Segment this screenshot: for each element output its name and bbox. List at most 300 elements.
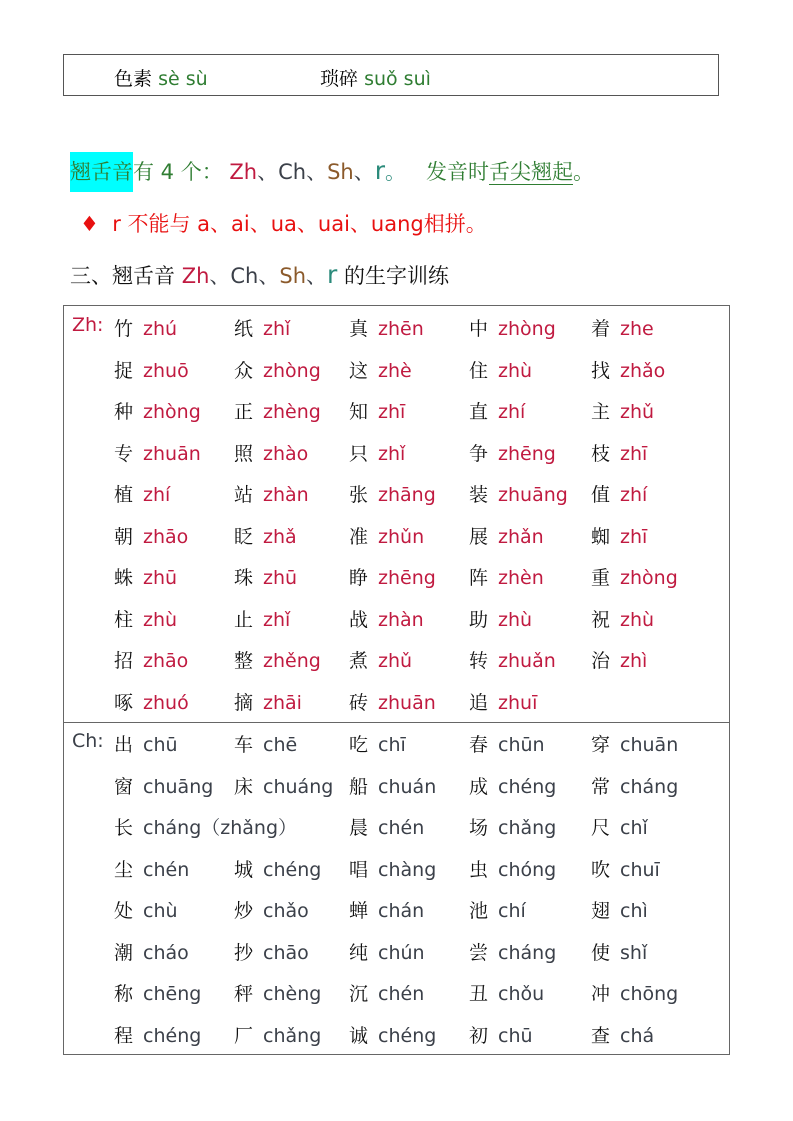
character-entry — [469, 855, 556, 882]
zh-section — [64, 306, 729, 723]
table-row — [64, 772, 729, 802]
hanzi: 正 — [234, 401, 254, 423]
pinyin: zhù — [143, 608, 178, 631]
character-entry — [234, 522, 297, 549]
character-entry — [469, 397, 525, 424]
hanzi: 阵 — [469, 567, 489, 589]
pinyin: chūn — [498, 734, 545, 756]
character-entry — [591, 522, 647, 549]
hanzi: 初 — [469, 1024, 489, 1047]
table-row — [64, 979, 729, 1009]
sep: 、 — [353, 160, 375, 184]
table-row — [64, 480, 729, 510]
pinyin: chén — [143, 858, 190, 881]
table-row — [64, 439, 729, 469]
heading-prefix: 三、翘舌音 — [70, 264, 182, 288]
hanzi: 重 — [591, 567, 611, 589]
highlighted-term: 翘舌音 — [70, 152, 133, 192]
character-entry — [234, 646, 321, 673]
hanzi: 转 — [469, 650, 489, 672]
table-row — [64, 646, 729, 676]
pinyin: zhī — [620, 525, 648, 548]
pinyin: chá — [620, 1024, 655, 1047]
character-entry — [469, 938, 556, 965]
character-entry — [469, 522, 544, 549]
hanzi: 站 — [234, 484, 254, 506]
pinyin: chuāng — [143, 775, 214, 798]
pinyin: chǒu — [498, 983, 545, 1005]
pinyin: chuī — [620, 858, 660, 881]
pinyin: chén — [378, 983, 425, 1005]
hanzi: 蝉 — [349, 900, 369, 922]
character-entry — [469, 356, 532, 383]
pinyin: chéng — [378, 1024, 437, 1047]
hanzi: 车 — [234, 734, 254, 756]
pinyin: zhàn — [263, 484, 309, 506]
character-entry — [591, 314, 654, 341]
diamond-bullet-icon: ♦ — [80, 212, 99, 236]
pinyin: zhǔn — [378, 525, 425, 548]
hanzi: 成 — [469, 775, 489, 798]
character-entry — [469, 480, 568, 507]
end: 。 — [385, 160, 407, 184]
pinyin: chéng — [263, 858, 322, 881]
hanzi: 船 — [349, 775, 369, 798]
hanzi: 柱 — [114, 608, 134, 631]
hanzi: 蜘 — [591, 525, 611, 548]
underlined-text: 舌尖翘起 — [489, 160, 574, 184]
character-entry — [469, 646, 556, 673]
hanzi: 诚 — [349, 1024, 369, 1047]
pinyin: shǐ — [620, 941, 648, 964]
character-entry — [114, 314, 177, 341]
hanzi: 助 — [469, 608, 489, 631]
character-entry — [234, 979, 321, 1006]
table-row — [64, 688, 729, 718]
character-entry — [234, 772, 333, 799]
hanzi: 找 — [591, 359, 611, 382]
hanzi: 煮 — [349, 650, 369, 672]
character-entry — [349, 979, 424, 1006]
character-entry — [349, 938, 425, 965]
period: 。 — [573, 160, 595, 184]
table-row — [64, 563, 729, 593]
hanzi: 珠 — [234, 567, 254, 589]
character-entry — [234, 563, 297, 590]
hanzi: 琐碎 — [320, 68, 359, 90]
heading-suffix: 的生字训练 — [337, 264, 449, 288]
character-entry — [114, 563, 177, 590]
pinyin: zhàn — [378, 608, 424, 631]
hanzi: 程 — [114, 1024, 134, 1047]
hanzi: 张 — [349, 484, 369, 506]
pinyin: cháng — [498, 941, 557, 964]
pinyin: zhòng — [498, 318, 556, 340]
character-entry — [234, 1021, 321, 1048]
character-entry — [114, 979, 201, 1006]
pinyin: chēng — [143, 983, 202, 1005]
hanzi: 尺 — [591, 817, 611, 839]
hanzi: 吃 — [349, 734, 369, 756]
ch: Ch — [278, 160, 307, 184]
character-entry — [114, 938, 189, 965]
pinyin: zhuō — [143, 359, 189, 382]
character-entry — [469, 772, 556, 799]
hanzi: 纯 — [349, 941, 369, 964]
character-entry — [591, 979, 678, 1006]
hanzi: 春 — [469, 734, 489, 756]
character-entry — [349, 772, 436, 799]
hanzi: 睁 — [349, 567, 369, 589]
pinyin: chén — [378, 817, 425, 839]
character-entry — [349, 688, 436, 715]
character-entry — [234, 730, 297, 757]
character-entry — [349, 813, 424, 840]
character-entry — [234, 314, 290, 341]
sh: Sh — [327, 160, 354, 184]
character-entry — [349, 1021, 436, 1048]
hanzi: 展 — [469, 525, 489, 548]
pinyin: zhǐ — [263, 608, 291, 631]
hanzi: 池 — [469, 900, 489, 922]
zh: Zh — [181, 264, 210, 288]
hanzi: 只 — [349, 442, 369, 465]
pinyin: zhuān — [378, 691, 436, 714]
character-entry — [114, 855, 189, 882]
pinyin: chǐ — [620, 817, 648, 839]
pinyin: chún — [378, 941, 425, 964]
hanzi: 吹 — [591, 858, 611, 881]
hanzi: 尘 — [114, 858, 134, 881]
pinyin: zhèn — [498, 567, 544, 589]
pinyin: chéng — [498, 775, 557, 798]
hanzi: 查 — [591, 1024, 611, 1047]
zh: Zh — [229, 160, 258, 184]
hanzi: 翅 — [591, 900, 611, 922]
character-entry — [349, 397, 405, 424]
pinyin: zhāo — [143, 650, 189, 672]
pinyin: zhèng — [263, 401, 321, 423]
pinyin: zhú — [143, 318, 178, 340]
table-row — [64, 314, 729, 344]
pinyin: zhòng — [620, 567, 678, 589]
hanzi: 眨 — [234, 525, 254, 548]
character-entry — [114, 772, 213, 799]
character-entry — [234, 605, 290, 632]
pinyin: zhī — [378, 401, 406, 423]
hanzi: 这 — [349, 359, 369, 382]
pinyin: zhe — [620, 318, 654, 340]
character-entry — [234, 480, 309, 507]
character-entry — [234, 938, 309, 965]
character-entry — [469, 813, 556, 840]
pinyin: zhuī — [498, 691, 538, 714]
pinyin: zhǎn — [498, 525, 544, 548]
intro-text: 有 4 个： — [133, 160, 223, 184]
character-entry — [349, 896, 424, 923]
hanzi: 冲 — [591, 983, 611, 1005]
pinyin: zhí — [143, 484, 171, 506]
table-row — [64, 938, 729, 968]
hanzi: 丑 — [469, 983, 489, 1005]
hanzi: 住 — [469, 359, 489, 382]
hanzi: 照 — [234, 442, 254, 465]
pinyin: chī — [378, 734, 406, 756]
sh: Sh — [279, 264, 307, 288]
character-entry — [349, 356, 412, 383]
character-entry — [349, 646, 412, 673]
hanzi: 窗 — [114, 775, 134, 798]
hanzi: 众 — [234, 359, 254, 382]
character-entry — [591, 730, 678, 757]
character-entry — [349, 314, 424, 341]
character-entry — [591, 646, 647, 673]
character-entry — [469, 730, 545, 757]
character-entry — [469, 979, 544, 1006]
pinyin: cháo — [143, 941, 189, 964]
pinyin: chóng — [498, 858, 557, 881]
character-entry — [114, 605, 177, 632]
pinyin: zhěng — [263, 650, 321, 672]
character-entry — [349, 605, 424, 632]
hanzi: 尝 — [469, 941, 489, 964]
hanzi: 潮 — [114, 941, 134, 964]
character-entry — [469, 314, 556, 341]
pinyin: chāo — [263, 941, 309, 964]
hanzi: 处 — [114, 900, 134, 922]
character-entry — [349, 855, 436, 882]
character-entry — [469, 605, 532, 632]
hanzi: 直 — [469, 401, 489, 423]
character-entry — [591, 439, 647, 466]
pinyin: chí — [498, 900, 526, 922]
pinyin: chū — [498, 1024, 533, 1047]
hanzi: 追 — [469, 691, 489, 714]
pinyin: chuān — [620, 734, 679, 756]
pinyin: zhè — [378, 359, 412, 382]
hanzi: 祝 — [591, 608, 611, 631]
character-entry — [114, 813, 297, 840]
character-entry — [349, 480, 436, 507]
character-entry — [114, 896, 178, 923]
hanzi: 招 — [114, 650, 134, 672]
hanzi: 准 — [349, 525, 369, 548]
hanzi: 主 — [591, 401, 611, 423]
hanzi: 虫 — [469, 858, 489, 881]
character-entry — [591, 563, 678, 590]
character-entry — [234, 439, 308, 466]
character-entry — [234, 397, 321, 424]
pinyin: zhǔ — [620, 401, 655, 423]
hanzi: 使 — [591, 941, 611, 964]
pinyin: chōng — [620, 983, 679, 1005]
pinyin: zhū — [143, 567, 178, 589]
character-entry — [591, 480, 647, 507]
pinyin: chē — [263, 734, 298, 756]
pinyin: zhù — [498, 359, 533, 382]
hanzi: 唱 — [349, 858, 369, 881]
table-row — [64, 896, 729, 926]
character-entry — [591, 896, 648, 923]
character-entry — [591, 938, 647, 965]
hanzi: 称 — [114, 983, 134, 1005]
hanzi: 装 — [469, 484, 489, 506]
section-label: Zh: — [72, 314, 104, 336]
pinyin: zhēng — [378, 567, 436, 589]
hanzi: 厂 — [234, 1024, 254, 1047]
pinyin: zhào — [263, 442, 309, 465]
character-entry — [591, 813, 648, 840]
character-entry — [349, 563, 436, 590]
character-entry — [114, 522, 188, 549]
hanzi: 枝 — [591, 442, 611, 465]
character-entry — [114, 1021, 201, 1048]
vocab-item — [320, 64, 431, 91]
hanzi: 值 — [591, 484, 611, 506]
pinyin: zhēng — [498, 442, 556, 465]
character-entry — [234, 356, 321, 383]
character-entry — [114, 397, 201, 424]
table-row — [64, 855, 729, 885]
hanzi: 蛛 — [114, 567, 134, 589]
hanzi: 砖 — [349, 691, 369, 714]
character-entry — [114, 480, 170, 507]
character-entry — [114, 688, 189, 715]
character-entry — [114, 730, 178, 757]
pinyin: chèng — [263, 983, 322, 1005]
pinyin: chuáng — [263, 775, 334, 798]
hanzi: 常 — [591, 775, 611, 798]
hanzi: 抄 — [234, 941, 254, 964]
hanzi: 战 — [349, 608, 369, 631]
character-entry — [469, 896, 526, 923]
hanzi: 场 — [469, 817, 489, 839]
character-entry — [591, 397, 654, 424]
pinyin: zhǐ — [378, 442, 406, 465]
hanzi: 色素 — [114, 68, 153, 90]
pinyin: cháng（zhǎng） — [143, 817, 298, 839]
hanzi: 晨 — [349, 817, 369, 839]
vocab-box — [63, 54, 719, 96]
pinyin: sè sù — [158, 68, 208, 90]
pinyin: zhāi — [263, 691, 302, 714]
ch: Ch — [230, 264, 259, 288]
table-row — [64, 397, 729, 427]
character-entry — [591, 1021, 654, 1048]
hanzi: 摘 — [234, 691, 254, 714]
table-row — [64, 813, 729, 843]
hanzi: 知 — [349, 401, 369, 423]
pinyin: zhù — [498, 608, 533, 631]
character-entry — [114, 439, 201, 466]
character-entry — [349, 730, 406, 757]
character-entry — [469, 439, 556, 466]
pinyin: zhòng — [143, 401, 201, 423]
hanzi: 专 — [114, 442, 134, 465]
hanzi: 整 — [234, 650, 254, 672]
sep: 、 — [306, 160, 328, 184]
character-entry — [469, 563, 544, 590]
hanzi: 着 — [591, 318, 611, 340]
character-entry — [234, 688, 302, 715]
pinyin: zhuāng — [498, 484, 568, 506]
pinyin: zhòng — [263, 359, 321, 382]
section-label: Ch: — [72, 730, 104, 752]
hanzi: 竹 — [114, 318, 134, 340]
pinyin: chǎng — [263, 1024, 322, 1047]
character-entry — [591, 356, 665, 383]
hanzi: 真 — [349, 318, 369, 340]
intro-text-2: 发音时 — [426, 160, 490, 184]
pinyin: zhǎ — [263, 525, 297, 548]
pinyin: chéng — [143, 1024, 202, 1047]
character-entry — [234, 855, 321, 882]
pinyin: zhǎo — [620, 359, 666, 382]
character-entry — [114, 356, 189, 383]
hanzi: 朝 — [114, 525, 134, 548]
hanzi: 植 — [114, 484, 134, 506]
table-row — [64, 356, 729, 386]
hanzi: 争 — [469, 442, 489, 465]
pinyin: zhāo — [143, 525, 189, 548]
hanzi: 治 — [591, 650, 611, 672]
practice-table — [63, 305, 730, 1055]
r: r — [374, 156, 386, 185]
pinyin: zhū — [263, 567, 298, 589]
table-row — [64, 522, 729, 552]
hanzi: 种 — [114, 401, 134, 423]
character-entry — [469, 1021, 533, 1048]
pinyin: chū — [143, 734, 178, 756]
hanzi: 纸 — [234, 318, 254, 340]
character-entry — [591, 855, 660, 882]
pinyin: chán — [378, 900, 425, 922]
character-entry — [591, 605, 654, 632]
pinyin: chù — [143, 900, 178, 922]
hanzi: 中 — [469, 318, 489, 340]
hanzi: 出 — [114, 734, 134, 756]
section-heading: 三、翘舌音 Zh、Ch、Sh、r 的生字训练 — [70, 260, 449, 289]
character-entry — [114, 646, 188, 673]
hanzi: 止 — [234, 608, 254, 631]
pinyin: zhù — [620, 608, 655, 631]
character-entry — [349, 522, 424, 549]
rule-text: r 不能与 a、ai、ua、uai、uang相拼。 — [112, 212, 487, 236]
pinyin: zhǐ — [263, 318, 291, 340]
pinyin: zhī — [620, 442, 648, 465]
hanzi: 城 — [234, 858, 254, 881]
hanzi: 啄 — [114, 691, 134, 714]
character-entry — [591, 772, 678, 799]
pinyin: cháng — [620, 775, 679, 798]
character-entry — [349, 439, 405, 466]
pinyin: suǒ suì — [364, 68, 431, 90]
character-entry — [234, 896, 309, 923]
pinyin: zhǔ — [378, 650, 413, 672]
pinyin: zhuó — [143, 691, 189, 714]
pinyin: chǎo — [263, 900, 309, 922]
pinyin: chǎng — [498, 817, 557, 839]
vocab-item — [114, 64, 208, 91]
hanzi: 秤 — [234, 983, 254, 1005]
hanzi: 沉 — [349, 983, 369, 1005]
pinyin: zhāng — [378, 484, 436, 506]
hanzi: 床 — [234, 775, 254, 798]
pinyin: zhì — [620, 650, 648, 672]
hanzi: 穿 — [591, 734, 611, 756]
table-row — [64, 730, 729, 760]
hanzi: 炒 — [234, 900, 254, 922]
